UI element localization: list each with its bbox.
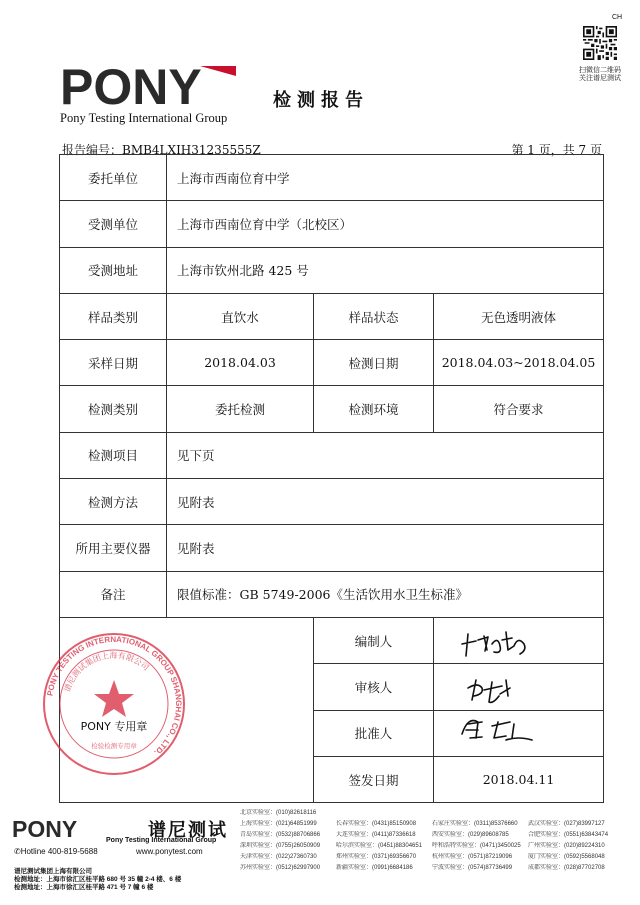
test-category-label: 检测类别: [60, 386, 167, 432]
tested-unit-label: 受测单位: [60, 201, 167, 247]
tested-unit-value: 上海市西南位育中学（北校区）: [167, 201, 604, 247]
page-title: 检测报告: [273, 90, 369, 111]
test-date-label: 检测日期: [314, 340, 434, 386]
qr-caption-line-2: 关注谱尼测试: [579, 74, 621, 82]
test-date-value: 2018.04.03~2018.04.05: [434, 340, 604, 386]
footer-company-name: 谱尼测试: [148, 820, 228, 840]
form-row: [60, 201, 604, 247]
branch-item: 深圳实验室：(0755)26050909: [240, 843, 321, 849]
page-info: 第 1 页，共 7 页: [511, 143, 602, 157]
branch-item: 上海实验室：(021)64851999: [240, 821, 317, 827]
branch-item: 武汉实验室：(027)83997127: [528, 821, 605, 827]
branch-item: 合肥实验室：(0551)63843474: [528, 832, 609, 838]
branch-item: 北京实验室：(010)82618116: [240, 810, 317, 816]
address-label: 受测地址: [60, 247, 167, 293]
instruments-label: 所用主要仪器: [60, 525, 167, 571]
test-method-label: 检测方法: [60, 479, 167, 525]
reviewer-signature-cell: [434, 664, 604, 710]
stamp-bottom-text: 检验检测专用章: [91, 742, 137, 750]
branch-item: 大连实验室：(0411)87336618: [336, 832, 416, 838]
qr-caption-line-1: 扫微信二维码: [579, 66, 621, 74]
test-items-label: 检测项目: [60, 432, 167, 478]
form-row: [60, 432, 604, 478]
branch-item: 哈尔滨实验室：(0451)88304651: [336, 843, 423, 849]
branch-item: 青岛实验室：(0532)88706866: [240, 832, 321, 838]
sample-state-label: 样品状态: [314, 293, 434, 339]
test-env-value: 符合要求: [434, 386, 604, 432]
approver-signature-cell: [434, 710, 604, 756]
address-value: 上海市钦州北路 425 号: [167, 247, 604, 293]
reviewer-label: 审核人: [314, 664, 434, 710]
branch-item: 广州实验室：(020)89224310: [528, 843, 605, 849]
instruments-value: 见附表: [167, 525, 604, 571]
test-category-value: 委托检测: [167, 386, 314, 432]
compiler-label: 编制人: [314, 617, 434, 663]
branch-item: 呼和浩特实验室：(0471)3450025: [432, 843, 521, 849]
report-number: 报告编号：BMB4LXIH31235555Z: [62, 143, 261, 157]
client-value: 上海市西南位育中学: [167, 155, 604, 201]
test-method-value: 见附表: [167, 479, 604, 525]
approver-label: 批准人: [314, 710, 434, 756]
hotline-text: Hotline 400-819-5688: [20, 847, 98, 856]
client-label: 委托单位: [60, 155, 167, 201]
logo-text: PONY: [60, 62, 202, 108]
form-row: [60, 293, 604, 339]
sample-type-label: 样品类别: [60, 293, 167, 339]
footer-logo-text: PONY: [12, 818, 78, 838]
star-icon: [94, 680, 134, 717]
website-link[interactable]: www.ponytest.com: [136, 847, 203, 856]
footer-org-name: 谱尼测试集团上海有限公司: [14, 868, 92, 875]
branch-item: 新疆实验室：(0991)6684186: [336, 865, 413, 871]
sampling-date-label: 采样日期: [60, 340, 167, 386]
sample-state-value: 无色透明液体: [434, 293, 604, 339]
remarks-value: 限值标准：GB 5749-2006《生活饮用水卫生标准》: [167, 571, 604, 617]
branch-item: 石家庄实验室：(0311)85376660: [432, 821, 518, 827]
footer-company-en: Pony Testing International Group: [106, 837, 217, 844]
logo-accent: [200, 66, 236, 76]
sampling-date-value: 2018.04.03: [167, 340, 314, 386]
stamp-graphic: [44, 634, 184, 774]
branch-item: 宁波实验室：(0574)87736499: [432, 865, 513, 871]
stamp-ring-text: PONY TESTING INTERNATIONAL GROUP SHANGHAI CO., LTD.: [45, 634, 184, 757]
footer-logo: [12, 818, 136, 838]
sample-type-value: 直饮水: [167, 293, 314, 339]
compiler-signature-cell: [434, 617, 604, 663]
stamp-center-label: PONY 专用章: [80, 720, 148, 733]
form-row: [60, 340, 604, 386]
company-stamp: [40, 630, 188, 778]
remarks-label: 备注: [60, 571, 167, 617]
branch-item: 杭州实验室：(0571)87219096: [432, 854, 513, 860]
form-row: [60, 571, 604, 617]
branch-item: 厦门实验室：(0592)5568048: [528, 854, 605, 860]
branch-item: 郑州实验室：(0371)69356670: [336, 854, 417, 860]
footer-address-2: 检测地址：上海市徐汇区桂平路 471 号 7 幢 6 楼: [14, 884, 154, 891]
issue-date-label: 签发日期: [314, 756, 434, 802]
qr-code[interactable]: [583, 26, 617, 60]
branch-item: 西安实验室：(029)89608785: [432, 832, 509, 838]
branch-list: [240, 809, 628, 875]
footer-address-1: 检测地址：上海市徐汇区桂平路 680 号 35 幢 2-4 楼、6 楼: [14, 876, 182, 883]
test-items-value: 见下页: [167, 432, 604, 478]
hotline: ✆Hotline 400-819-5688: [14, 847, 98, 856]
pony-logo: [60, 62, 236, 108]
footer-org: [14, 868, 181, 892]
logo-subtitle: Pony Testing International Group: [60, 111, 228, 125]
form-row: [60, 155, 604, 201]
form-row: [60, 525, 604, 571]
branch-item: 苏州实验室：(0512)62997900: [240, 865, 321, 871]
form-row: [60, 479, 604, 525]
branch-item: 天津实验室：(022)27360730: [240, 854, 317, 860]
test-env-label: 检测环境: [314, 386, 434, 432]
stamp-inner-text: 谱尼测试集团上海有限公司: [62, 650, 151, 694]
form-row: [60, 247, 604, 293]
branch-item: 成都实验室：(028)87702708: [528, 865, 605, 871]
branch-item: 长春实验室：(0431)85150908: [336, 821, 417, 827]
issue-date-value: 2018.04.11: [434, 756, 604, 802]
corner-code: CH: [612, 14, 623, 21]
form-row: [60, 386, 604, 432]
